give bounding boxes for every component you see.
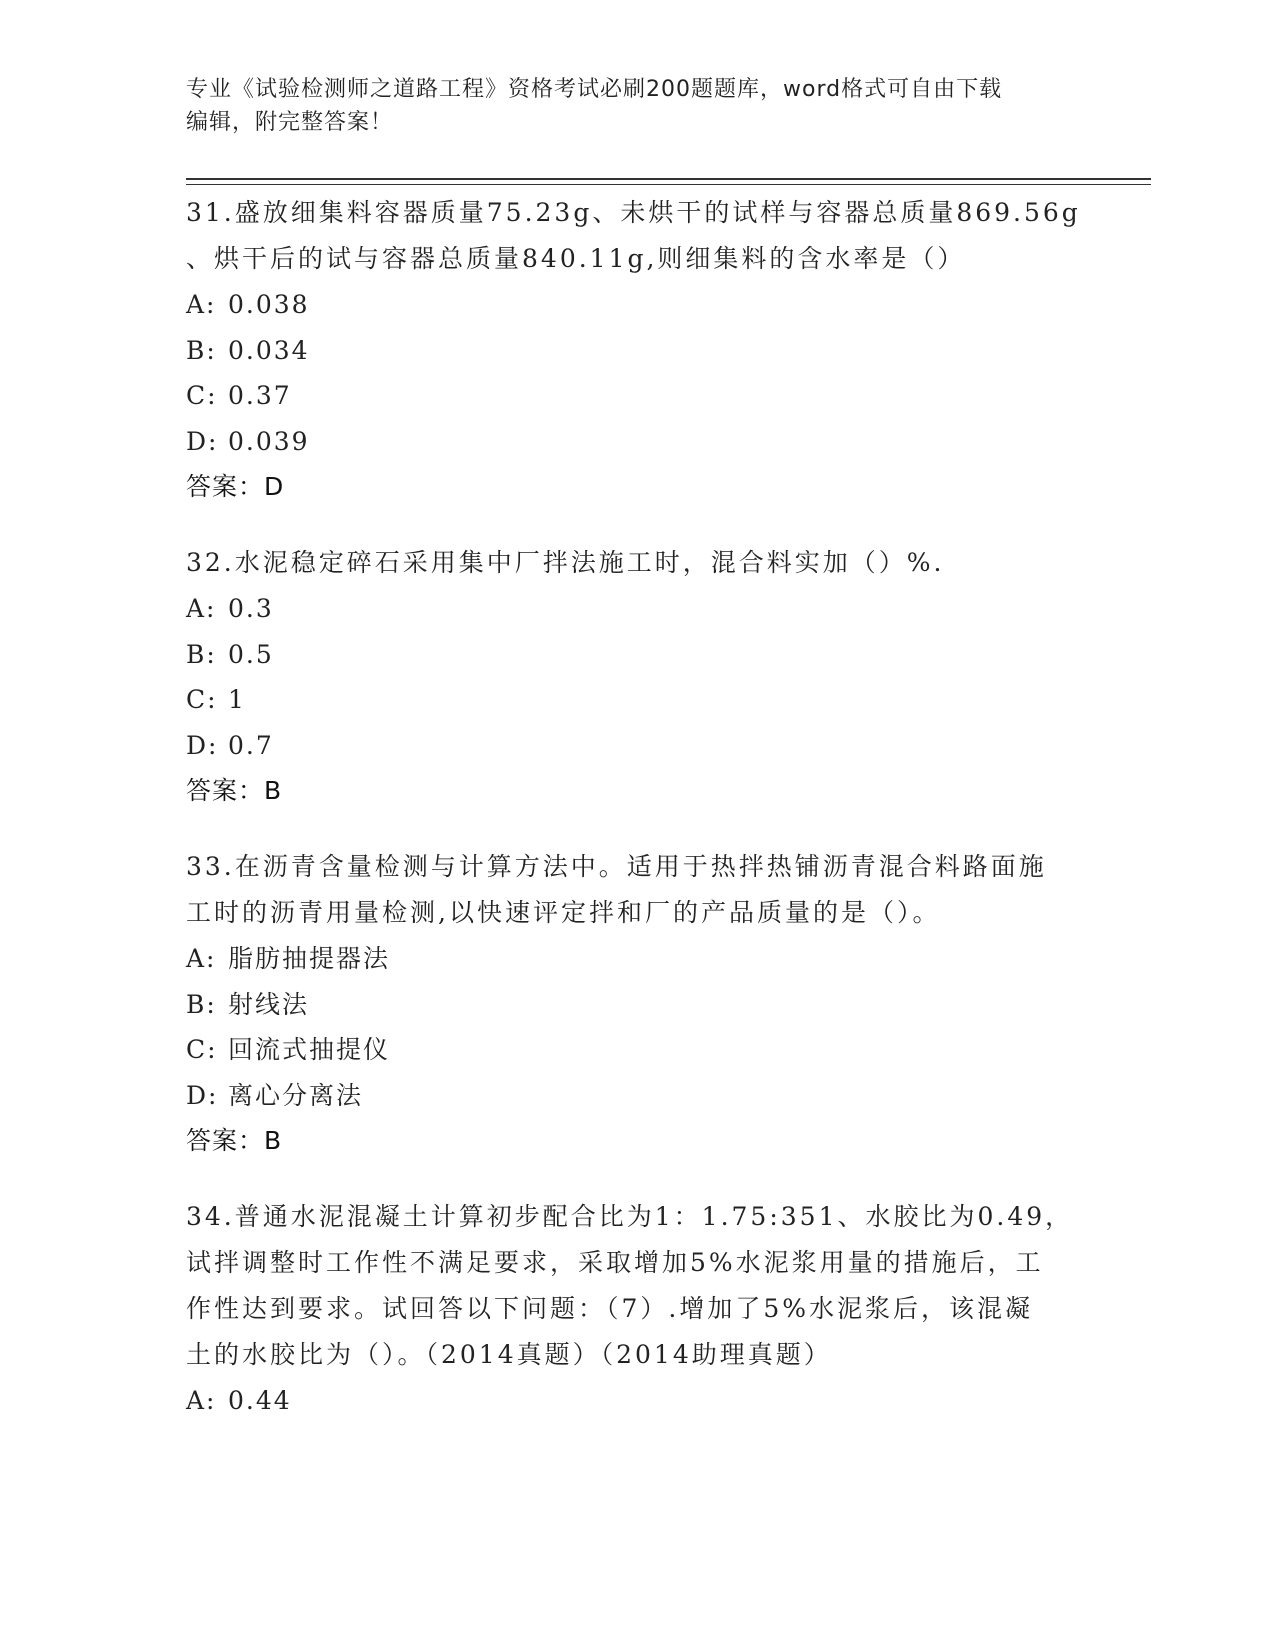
option-a xyxy=(186,282,1086,328)
option-key: B: xyxy=(186,335,217,365)
option-key: A: xyxy=(186,944,217,973)
question-text-line: 33.在沥青含量检测与计算方法中。适用于热拌热铺沥青混合料路面施 xyxy=(186,852,1047,881)
option-value: 1 xyxy=(228,685,246,714)
option-value: 0.7 xyxy=(228,730,274,760)
option-value: 离心分离法 xyxy=(228,1080,364,1110)
option-value: 0.44 xyxy=(228,1386,292,1415)
header-divider-thin xyxy=(186,184,1151,185)
option-key: A: xyxy=(186,290,217,319)
question-text-line: 31.盛放细集料容器质量75.23g、未烘干的试样与容器总质量869.56g xyxy=(186,198,1081,227)
option-b xyxy=(186,328,1086,374)
option-value: 0.039 xyxy=(228,426,310,456)
option-c xyxy=(186,373,1086,419)
option-a xyxy=(186,936,1086,982)
answer-line: 答案：B xyxy=(186,776,283,805)
option-d xyxy=(186,723,1086,769)
option-a xyxy=(186,586,1086,632)
option-key: D: xyxy=(186,730,219,760)
option-key: A: xyxy=(186,1386,217,1415)
option-value: 0.37 xyxy=(228,381,292,410)
option-value: 0.5 xyxy=(228,639,274,669)
question-text-line: 试拌调整时工作性不满足要求，采取增加5%水泥浆用量的措施后，工 xyxy=(186,1248,1044,1277)
answer-line: 答案：D xyxy=(186,472,285,501)
option-value: 脂肪抽提器法 xyxy=(228,944,391,973)
option-a xyxy=(186,1378,1086,1424)
option-key: A: xyxy=(186,594,217,623)
option-value: 射线法 xyxy=(228,989,310,1019)
option-key: C: xyxy=(186,381,218,410)
option-b xyxy=(186,632,1086,678)
question-text xyxy=(186,1194,1086,1378)
option-d xyxy=(186,419,1086,465)
question-text-line: 作性达到要求。试回答以下问题：（7）.增加了5%水泥浆后，该混凝 xyxy=(186,1294,1034,1323)
option-value: 0.034 xyxy=(228,335,310,365)
option-value: 0.3 xyxy=(228,594,274,623)
question-text xyxy=(186,844,1086,936)
option-key: D: xyxy=(186,426,219,456)
option-c xyxy=(186,1027,1086,1073)
answer-line: 答案：B xyxy=(186,1126,283,1155)
question-text xyxy=(186,190,1086,282)
option-value: 0.038 xyxy=(228,290,310,319)
question-text-line: 土的水胶比为（）。（2014真题）（2014助理真题） xyxy=(186,1340,832,1369)
option-value: 回流式抽提仪 xyxy=(228,1035,391,1064)
question-text-line: 工时的沥青用量检测,以快速评定拌和厂的产品质量的是（）。 xyxy=(186,898,941,927)
option-key: D: xyxy=(186,1080,219,1110)
question-33 xyxy=(186,844,1086,1164)
header-line-1: 专业《试验检测师之道路工程》资格考试必刷200题题库，word格式可自由下载 xyxy=(186,77,1003,102)
option-key: B: xyxy=(186,639,217,669)
option-d xyxy=(186,1073,1086,1119)
option-c xyxy=(186,677,1086,723)
document-header xyxy=(186,73,1066,139)
question-text xyxy=(186,540,1086,586)
question-32 xyxy=(186,540,1086,814)
header-divider-thick xyxy=(186,178,1151,180)
question-34 xyxy=(186,1194,1086,1424)
option-key: B: xyxy=(186,989,217,1019)
header-line-2: 编辑，附完整答案！ xyxy=(186,110,394,135)
option-key: C: xyxy=(186,1035,218,1064)
question-list xyxy=(186,190,1086,1454)
question-text-line: 、烘干后的试与容器总质量840.11g,则细集料的含水率是（） xyxy=(186,244,966,273)
question-text-line: 34.普通水泥混凝土计算初步配合比为1：1.75:351、水胶比为0.49， xyxy=(186,1202,1074,1231)
option-b xyxy=(186,982,1086,1028)
question-31 xyxy=(186,190,1086,510)
question-text-line: 32.水泥稳定碎石采用集中厂拌法施工时，混合料实加（）%. xyxy=(186,548,945,577)
option-key: C: xyxy=(186,685,218,714)
